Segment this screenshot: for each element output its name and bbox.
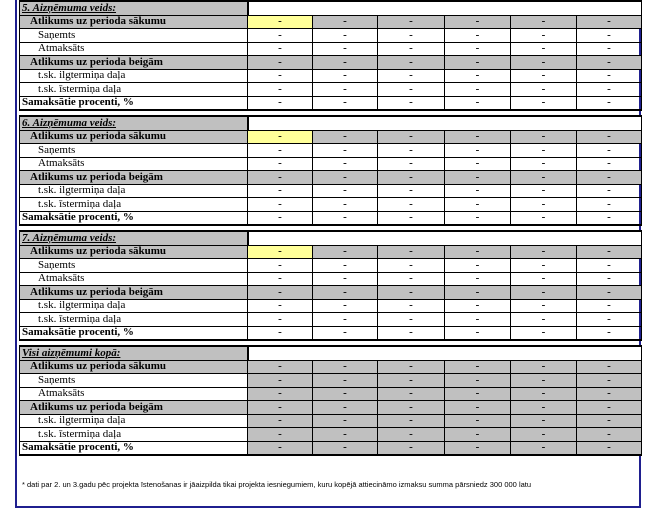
value-cell[interactable]: - (378, 15, 445, 29)
value-cell[interactable]: - (445, 360, 511, 374)
value-cell[interactable]: - (313, 144, 378, 158)
value-cell[interactable]: - (511, 144, 577, 158)
loan-table (19, 0, 642, 456)
value-cell[interactable]: - (378, 29, 445, 43)
value-cell[interactable]: - (248, 69, 313, 83)
table-row (20, 157, 642, 171)
value-cell[interactable]: - (577, 441, 642, 455)
value-cell[interactable]: - (511, 69, 577, 83)
value-cell[interactable]: - (378, 441, 445, 455)
row-label: Atlikums uz perioda sākumu (20, 130, 248, 144)
value-cell[interactable]: - (378, 83, 445, 97)
value-cell[interactable]: - (378, 96, 445, 110)
table-row (20, 69, 642, 83)
value-cell[interactable]: - (378, 245, 445, 259)
value-cell[interactable]: - (445, 401, 511, 415)
value-cell[interactable]: - (445, 414, 511, 428)
value-cell[interactable]: - (445, 259, 511, 273)
value-cell[interactable]: - (511, 441, 577, 455)
footnote: * dati par 2. un 3.gadu pēc projekta īstenošanas ir jāaizpilda tikai projekta iesniegumiem, kuru kopējā attiecināmo izmaksu summa pārsniedz 300 000 latu (22, 480, 532, 489)
value-cell[interactable]: - (577, 83, 642, 97)
value-cell[interactable]: - (511, 272, 577, 286)
value-cell[interactable]: - (378, 401, 445, 415)
table-row (20, 42, 642, 56)
value-cell[interactable]: - (445, 184, 511, 198)
value-cell[interactable]: - (511, 401, 577, 415)
value-cell[interactable]: - (248, 299, 313, 313)
row-label: Atmaksāts (20, 387, 248, 401)
value-cell[interactable]: - (577, 360, 642, 374)
value-cell[interactable]: - (511, 428, 577, 442)
value-cell[interactable]: - (378, 171, 445, 185)
value-cell[interactable]: - (378, 184, 445, 198)
value-cell[interactable]: - (248, 83, 313, 97)
value-cell[interactable]: - (248, 144, 313, 158)
value-cell[interactable]: - (313, 29, 378, 43)
value-cell[interactable]: - (313, 360, 378, 374)
value-cell[interactable]: - (511, 184, 577, 198)
value-cell[interactable]: - (511, 374, 577, 388)
row-label: t.sk. īstermiņa daļa (20, 198, 248, 212)
table-row (20, 29, 642, 43)
value-cell[interactable]: - (577, 29, 642, 43)
table-row (20, 96, 642, 110)
value-cell[interactable]: - (378, 272, 445, 286)
row-label: Atlikums uz perioda sākumu (20, 360, 248, 374)
value-cell[interactable]: - (577, 211, 642, 225)
value-cell[interactable]: - (248, 441, 313, 455)
value-cell[interactable]: - (445, 96, 511, 110)
value-cell[interactable]: - (378, 414, 445, 428)
value-cell[interactable]: - (313, 157, 378, 171)
row-label: t.sk. ilgtermiņa daļa (20, 184, 248, 198)
value-cell[interactable]: - (445, 171, 511, 185)
value-cell[interactable]: - (378, 313, 445, 327)
loan-type-blank[interactable] (248, 1, 642, 15)
row-label: t.sk. īstermiņa daļa (20, 313, 248, 327)
table-row (20, 184, 642, 198)
table-row (20, 360, 642, 374)
loan-type-header (20, 1, 642, 15)
table-row (20, 414, 642, 428)
value-cell[interactable]: - (313, 387, 378, 401)
table-row (20, 56, 642, 70)
value-cell[interactable]: - (577, 299, 642, 313)
value-cell[interactable]: - (248, 29, 313, 43)
table-row (20, 245, 642, 259)
value-cell[interactable]: - (511, 387, 577, 401)
value-cell[interactable]: - (445, 387, 511, 401)
value-cell[interactable]: - (248, 184, 313, 198)
table-row (20, 211, 642, 225)
value-cell[interactable]: - (577, 130, 642, 144)
value-cell[interactable]: - (313, 198, 378, 212)
row-label: Saņemts (20, 144, 248, 158)
loan-type-blank[interactable] (248, 116, 642, 130)
value-cell[interactable]: - (445, 56, 511, 70)
value-cell[interactable]: - (313, 96, 378, 110)
value-cell[interactable]: - (577, 286, 642, 300)
value-cell[interactable]: - (378, 130, 445, 144)
row-label: Saņemts (20, 29, 248, 43)
loan-type-header (20, 116, 642, 130)
value-cell[interactable]: - (577, 198, 642, 212)
value-cell[interactable]: - (313, 56, 378, 70)
row-label: Atlikums uz perioda sākumu (20, 245, 248, 259)
value-cell[interactable]: - (248, 211, 313, 225)
value-cell[interactable]: - (248, 171, 313, 185)
table-row (20, 171, 642, 185)
value-cell[interactable]: - (378, 286, 445, 300)
value-cell[interactable]: - (511, 259, 577, 273)
value-cell[interactable]: - (577, 326, 642, 340)
value-cell[interactable]: - (577, 259, 642, 273)
value-cell[interactable]: - (445, 130, 511, 144)
value-cell[interactable]: - (445, 299, 511, 313)
value-cell[interactable]: - (577, 56, 642, 70)
value-cell[interactable]: - (378, 144, 445, 158)
value-cell[interactable]: - (248, 374, 313, 388)
value-cell[interactable]: - (313, 245, 378, 259)
value-cell[interactable]: - (577, 184, 642, 198)
value-cell[interactable]: - (378, 56, 445, 70)
row-label: Atmaksāts (20, 42, 248, 56)
value-cell[interactable]: - (248, 245, 313, 259)
value-cell[interactable]: - (577, 42, 642, 56)
value-cell[interactable]: - (511, 360, 577, 374)
value-cell[interactable]: - (445, 441, 511, 455)
value-cell[interactable]: - (511, 286, 577, 300)
value-cell[interactable]: - (511, 171, 577, 185)
value-cell[interactable]: - (378, 211, 445, 225)
value-cell[interactable]: - (248, 326, 313, 340)
value-cell[interactable]: - (313, 171, 378, 185)
value-cell[interactable]: - (313, 259, 378, 273)
value-cell[interactable]: - (577, 144, 642, 158)
value-cell[interactable]: - (511, 29, 577, 43)
value-cell[interactable]: - (511, 211, 577, 225)
table-row (20, 387, 642, 401)
value-cell[interactable]: - (445, 29, 511, 43)
value-cell[interactable]: - (378, 326, 445, 340)
table-row (20, 326, 642, 340)
table-row (20, 144, 642, 158)
value-cell[interactable]: - (577, 15, 642, 29)
value-cell[interactable]: - (511, 157, 577, 171)
value-cell[interactable]: - (577, 272, 642, 286)
row-label: t.sk. ilgtermiņa daļa (20, 414, 248, 428)
value-cell[interactable]: - (248, 313, 313, 327)
table-row (20, 374, 642, 388)
table-row (20, 441, 642, 455)
row-label: Atmaksāts (20, 272, 248, 286)
value-cell[interactable]: - (313, 286, 378, 300)
loan-type-title: 5. Aizņēmuma veids: (20, 1, 248, 15)
row-label: t.sk. ilgtermiņa daļa (20, 299, 248, 313)
value-cell[interactable]: - (445, 15, 511, 29)
value-cell[interactable]: - (577, 69, 642, 83)
value-cell[interactable]: - (248, 157, 313, 171)
value-cell[interactable]: - (248, 387, 313, 401)
loan-type-header (20, 231, 642, 245)
row-label: Atlikums uz perioda beigām (20, 171, 248, 185)
value-cell[interactable]: - (577, 96, 642, 110)
table-row (20, 272, 642, 286)
row-label: Saņemts (20, 259, 248, 273)
row-label: Samaksātie procenti, % (20, 96, 248, 110)
value-cell[interactable]: - (577, 245, 642, 259)
table-row (20, 286, 642, 300)
row-label: Atlikums uz perioda beigām (20, 56, 248, 70)
row-label: Samaksātie procenti, % (20, 441, 248, 455)
row-label: t.sk. īstermiņa daļa (20, 428, 248, 442)
value-cell[interactable]: - (248, 428, 313, 442)
value-cell[interactable]: - (511, 245, 577, 259)
loan-type-blank[interactable] (248, 346, 642, 360)
table-row (20, 198, 642, 212)
row-label: Samaksātie procenti, % (20, 326, 248, 340)
table-row (20, 401, 642, 415)
value-cell[interactable]: - (445, 326, 511, 340)
value-cell[interactable]: - (445, 42, 511, 56)
value-cell[interactable]: - (577, 414, 642, 428)
row-label: Samaksātie procenti, % (20, 211, 248, 225)
value-cell[interactable]: - (577, 313, 642, 327)
value-cell[interactable]: - (313, 83, 378, 97)
value-cell[interactable]: - (248, 198, 313, 212)
value-cell[interactable]: - (248, 272, 313, 286)
value-cell[interactable]: - (445, 428, 511, 442)
row-label: t.sk. ilgtermiņa daļa (20, 69, 248, 83)
value-cell[interactable]: - (511, 299, 577, 313)
value-cell[interactable]: - (248, 42, 313, 56)
value-cell[interactable]: - (445, 245, 511, 259)
value-cell[interactable]: - (445, 272, 511, 286)
loan-table-sheet (19, 0, 641, 456)
value-cell[interactable]: - (248, 401, 313, 415)
value-cell[interactable]: - (445, 211, 511, 225)
value-cell[interactable]: - (378, 69, 445, 83)
loan-type-header (20, 346, 642, 360)
row-label: Atlikums uz perioda sākumu (20, 15, 248, 29)
value-cell[interactable]: - (313, 441, 378, 455)
value-cell[interactable]: - (511, 42, 577, 56)
value-cell[interactable]: - (445, 144, 511, 158)
value-cell[interactable]: - (378, 299, 445, 313)
value-cell[interactable]: - (445, 69, 511, 83)
value-cell[interactable]: - (577, 157, 642, 171)
value-cell[interactable]: - (313, 326, 378, 340)
value-cell[interactable]: - (248, 56, 313, 70)
value-cell[interactable]: - (511, 56, 577, 70)
row-label: Saņemts (20, 374, 248, 388)
table-row (20, 15, 642, 29)
value-cell[interactable]: - (313, 428, 378, 442)
value-cell[interactable]: - (445, 83, 511, 97)
value-cell[interactable]: - (577, 428, 642, 442)
value-cell[interactable]: - (313, 130, 378, 144)
value-cell[interactable]: - (313, 272, 378, 286)
table-row (20, 130, 642, 144)
value-cell[interactable]: - (313, 313, 378, 327)
value-cell[interactable]: - (511, 83, 577, 97)
value-cell[interactable]: - (313, 299, 378, 313)
value-cell[interactable]: - (313, 69, 378, 83)
row-label: Atlikums uz perioda beigām (20, 401, 248, 415)
value-cell[interactable]: - (445, 286, 511, 300)
row-label: Atlikums uz perioda beigām (20, 286, 248, 300)
table-row (20, 299, 642, 313)
value-cell[interactable]: - (378, 360, 445, 374)
value-cell[interactable]: - (378, 198, 445, 212)
row-label: t.sk. īstermiņa daļa (20, 83, 248, 97)
value-cell[interactable]: - (511, 15, 577, 29)
value-cell[interactable]: - (511, 130, 577, 144)
loan-type-blank[interactable] (248, 231, 642, 245)
value-cell[interactable]: - (248, 259, 313, 273)
value-cell[interactable]: - (248, 360, 313, 374)
value-cell[interactable]: - (248, 286, 313, 300)
value-cell[interactable]: - (511, 96, 577, 110)
value-cell[interactable]: - (313, 211, 378, 225)
value-cell[interactable]: - (378, 387, 445, 401)
value-cell[interactable]: - (248, 15, 313, 29)
value-cell[interactable]: - (313, 401, 378, 415)
value-cell[interactable]: - (511, 313, 577, 327)
value-cell[interactable]: - (313, 374, 378, 388)
table-row (20, 313, 642, 327)
value-cell[interactable]: - (511, 326, 577, 340)
loan-type-title: 7. Aizņēmuma veids: (20, 231, 248, 245)
value-cell[interactable]: - (378, 42, 445, 56)
value-cell[interactable]: - (378, 157, 445, 171)
value-cell[interactable]: - (248, 414, 313, 428)
value-cell[interactable]: - (313, 15, 378, 29)
value-cell[interactable]: - (445, 313, 511, 327)
table-row (20, 428, 642, 442)
value-cell[interactable]: - (378, 374, 445, 388)
loan-type-title: 6. Aizņēmuma veids: (20, 116, 248, 130)
value-cell[interactable]: - (577, 387, 642, 401)
value-cell[interactable]: - (313, 184, 378, 198)
row-label: Atmaksāts (20, 157, 248, 171)
value-cell[interactable]: - (248, 130, 313, 144)
value-cell[interactable]: - (378, 428, 445, 442)
value-cell[interactable]: - (313, 42, 378, 56)
value-cell[interactable]: - (378, 259, 445, 273)
value-cell[interactable]: - (511, 414, 577, 428)
value-cell[interactable]: - (445, 374, 511, 388)
value-cell[interactable]: - (511, 198, 577, 212)
value-cell[interactable]: - (577, 171, 642, 185)
value-cell[interactable]: - (313, 414, 378, 428)
table-row (20, 259, 642, 273)
value-cell[interactable]: - (248, 96, 313, 110)
value-cell[interactable]: - (445, 157, 511, 171)
loan-type-title: Visi aizņēmumi kopā: (20, 346, 248, 360)
table-row (20, 83, 642, 97)
value-cell[interactable]: - (445, 198, 511, 212)
value-cell[interactable]: - (577, 401, 642, 415)
value-cell[interactable]: - (577, 374, 642, 388)
